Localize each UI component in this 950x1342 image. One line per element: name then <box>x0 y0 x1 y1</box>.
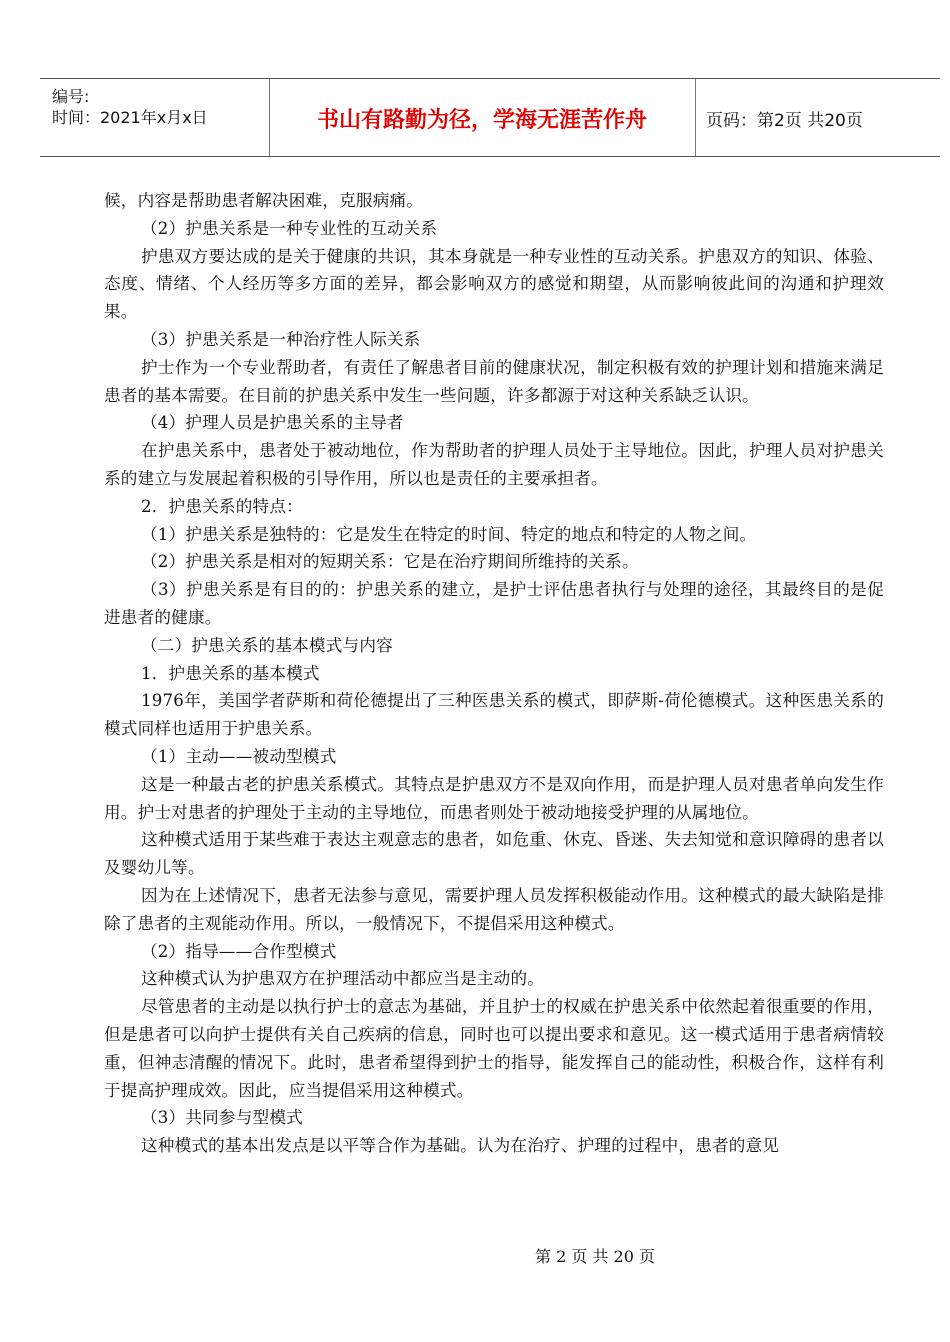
header-page-code: 页码：第2页 共20页 <box>706 111 863 131</box>
body-paragraph: 因为在上述情况下，患者无法参与意见，需要护理人员发挥积极能动作用。这种模式的最大缺陷是排除了患者的主观能动作用。所以，一般情况下，不提倡采用这种模式。 <box>104 885 884 933</box>
body-paragraph: 这种模式的基本出发点是以平等合作为基础。认为在治疗、护理的过程中，患者的意见 <box>141 1136 780 1156</box>
body-paragraph: 2．护患关系的特点： <box>141 496 303 516</box>
header-page-cell <box>696 79 940 156</box>
page-header <box>40 78 940 157</box>
header-info-cell <box>40 79 270 156</box>
page-footer <box>0 1244 950 1267</box>
body-paragraph: （2）护患关系是相对的短期关系：它是在治疗期间所维持的关系。 <box>141 552 639 572</box>
body-paragraph: 护患双方要达成的是关于健康的共识，其本身就是一种专业性的互动关系。护患双方的知识、体验、态度、情绪、个人经历等多方面的差异，都会影响双方的感觉和期望，从而影响彼此间的沟通和护理效果。 <box>104 246 884 322</box>
footer-page-number: 第 2 页 共 20 页 <box>535 1247 655 1266</box>
subheading-paragraph: （3）共同参与型模式 <box>141 1108 303 1128</box>
body-paragraph: （1）护患关系是独特的：它是发生在特定的时间、特定的地点和特定的人物之间。 <box>141 524 757 544</box>
body-paragraph: 护士作为一个专业帮助者，有责任了解患者目前的健康状况，制定积极有效的护理计划和措施来满足患者的基本需要。在目前的护患关系中发生一些问题，许多都源于对这种关系缺乏认识。 <box>104 357 884 405</box>
document-time-label: 时间：2021年x月x日 <box>52 108 208 127</box>
body-paragraph: 这种模式适用于某些难于表达主观意志的患者，如危重、休克、昏迷、失去知觉和意识障碍的患者以及婴幼儿等。 <box>104 830 884 878</box>
document-number-label: 编号: <box>52 87 90 106</box>
subheading-paragraph: （1）主动——被动型模式 <box>141 746 337 766</box>
subheading-paragraph: （4）护理人员是护患关系的主导者 <box>141 413 404 433</box>
body-paragraph: （3）护患关系是有目的的：护患关系的建立，是护士评估患者执行与处理的途径，其最终目的是促进患者的健康。 <box>104 580 884 627</box>
body-paragraph: 这种模式认为护患双方在护理活动中都应当是主动的。 <box>141 969 545 989</box>
body-paragraph: （二）护患关系的基本模式与内容 <box>141 635 393 655</box>
document-body <box>104 187 884 1160</box>
body-paragraph: 候，内容是帮助患者解决困难，克服病痛。 <box>104 191 424 210</box>
subheading-paragraph: （2）指导——合作型模式 <box>141 941 337 961</box>
body-paragraph: 1．护患关系的基本模式 <box>141 663 320 683</box>
subheading-paragraph: （3）护患关系是一种治疗性人际关系 <box>141 329 421 349</box>
body-paragraph: 1976年，美国学者萨斯和荷伦德提出了三种医患关系的模式，即萨斯-荷伦德模式。这种医患关系的模式同样也适用于护患关系。 <box>104 691 884 739</box>
body-paragraph: 这是一种最古老的护患关系模式。其特点是护患双方不是双向作用，而是护理人员对患者单向发生作用。护士对患者的护理处于主动的主导地位，而患者则处于被动地接受护理的从属地位。 <box>104 774 884 822</box>
header-motto-cell <box>269 79 696 156</box>
body-paragraph: 在护患关系中，患者处于被动地位，作为帮助者的护理人员处于主导地位。因此，护理人员对护患关系的建立与发展起着积极的引导作用，所以也是责任的主要承担者。 <box>104 441 884 488</box>
subheading-paragraph: （2）护患关系是一种专业性的互动关系 <box>141 218 438 238</box>
body-paragraph: 尽管患者的主动是以执行护士的意志为基础，并且护士的权威在护患关系中依然起着很重要的作用，但是患者可以向护士提供有关自己疾病的信息，同时也可以提出要求和意见。这一模式适用于患者病情较重，但神志清醒的情况下。此时，患者希望得到护士的指导，能发挥自己的能动性，积极合作，这样有利于提高护理成效。因此，应当提倡采用这种模式。 <box>104 997 884 1100</box>
header-motto: 书山有路勤为径，学海无涯苦作舟 <box>316 108 647 133</box>
